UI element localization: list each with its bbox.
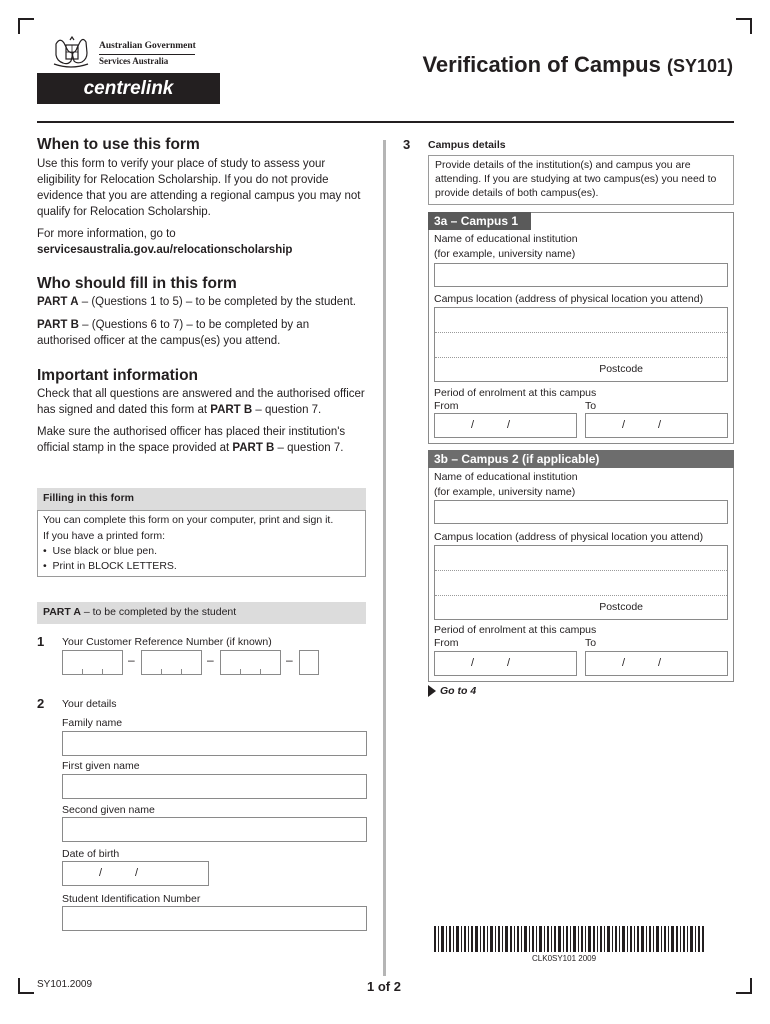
date-slash: / [471, 657, 475, 669]
part-b-text: – (Questions 6 to 7) – to be completed by an authorised officer at the campus(es) you attend. [37, 319, 310, 347]
crn-field-3[interactable] [220, 650, 281, 675]
crn-tick [240, 669, 241, 674]
student-id-label: Student Identification Number [62, 893, 201, 905]
date-slash: / [658, 419, 662, 431]
important-p1-b: PART B [210, 404, 253, 416]
crn-field-1[interactable] [62, 650, 123, 675]
more-info-url[interactable]: servicesaustralia.gov.au/relocationscholarship [37, 244, 293, 256]
student-id-input[interactable] [62, 906, 367, 931]
second-name-input[interactable] [62, 817, 367, 842]
bullet-icon: • [43, 560, 47, 572]
part-a-text: – (Questions 1 to 5) – to be completed by the student. [78, 296, 356, 308]
important-p2-a: Make sure the authorised officer has placed their institution's official stamp in the space provided at [37, 426, 346, 454]
crn-tick [260, 669, 261, 674]
part-b-description [37, 317, 347, 349]
filling-bullet1-text: Use black or blue pen. [52, 545, 158, 557]
important-p2-c: – question 7. [274, 442, 344, 454]
campus2-inst-label: Name of educational institution [434, 471, 578, 483]
important-p1-c: – question 7. [252, 404, 322, 416]
date-slash: / [135, 867, 139, 879]
crn-tick [161, 669, 162, 674]
important-p2-b: PART B [232, 442, 275, 454]
campus2-from-date[interactable] [434, 651, 577, 676]
part-a-bar [37, 602, 366, 624]
form-title [422, 52, 733, 78]
crop-mark-bottom-left [18, 978, 34, 994]
barcode-text: CLK0SY101 2009 [532, 954, 597, 963]
campus2-to-label: To [585, 637, 597, 649]
first-name-label: First given name [62, 760, 140, 772]
barcode [434, 926, 704, 952]
date-slash: / [622, 419, 626, 431]
crn-field-2[interactable] [141, 650, 202, 675]
address-line [435, 332, 727, 333]
crn-dash: – [207, 653, 214, 667]
crn-dash: – [128, 653, 135, 667]
campus1-from-label: From [434, 400, 459, 412]
dob-input[interactable] [62, 861, 209, 886]
q2-number: 2 [37, 696, 45, 711]
filling-bullet1 [43, 544, 360, 558]
when-heading: When to use this form [37, 136, 200, 153]
important-heading: Important information [37, 367, 199, 384]
campus1-inst-input[interactable] [434, 263, 728, 287]
important-p1-a: Check that all questions are answered and the authorised officer has signed and dated this form at [37, 388, 365, 416]
campus2-to-date[interactable] [585, 651, 728, 676]
filling-bullet2-text: Print in BLOCK LETTERS. [52, 560, 177, 572]
campus2-location-input[interactable] [434, 545, 728, 620]
dob-label: Date of birth [62, 848, 120, 860]
campus2-location-label: Campus location (address of physical location you attend) [434, 531, 704, 543]
date-slash: / [622, 657, 626, 669]
more-info: For more information, go to [37, 228, 176, 240]
crn-field-4[interactable] [299, 650, 319, 675]
campus1-heading: 3a – Campus 1 [428, 212, 531, 230]
form-title-text: Verification of Campus [422, 52, 661, 77]
family-name-label: Family name [62, 717, 123, 729]
q3-instructions-box [428, 155, 734, 205]
campus1-from-date[interactable] [434, 413, 577, 438]
campus1-to-label: To [585, 400, 597, 412]
filling-line2: If you have a printed form: [43, 530, 165, 542]
coat-of-arms-icon [46, 36, 96, 70]
campus2-from-label: From [434, 637, 459, 649]
campus1-to-date[interactable] [585, 413, 728, 438]
campus2-inst-example: (for example, university name) [434, 486, 576, 498]
second-name-label: Second given name [62, 804, 155, 816]
family-name-input[interactable] [62, 731, 367, 756]
goto-arrow-icon [428, 685, 436, 697]
filling-panel [37, 510, 366, 577]
campus1-location-label: Campus location (address of physical location you attend) [434, 293, 704, 305]
part-a-label: PART A [37, 296, 79, 308]
campus1-inst-example: (for example, university name) [434, 248, 576, 260]
address-line [435, 570, 727, 571]
filling-bullet2 [43, 559, 360, 573]
date-slash: / [99, 867, 103, 879]
campus1-period-label: Period of enrolment at this campus [434, 387, 597, 399]
part-a-bar-text: – to be completed by the student [80, 606, 237, 618]
centrelink-logo: centrelink [37, 73, 220, 104]
crop-mark-top-left [18, 18, 34, 34]
campus1-postcode-label: Postcode [599, 363, 643, 375]
crn-tick [82, 669, 83, 674]
when-body: Use this form to verify your place of study to assess your eligibility for Relocation Scholarship. If you do not provide evidence that you are attending a regional campus you may not qualify for Relocation Scholarship. [37, 158, 361, 218]
campus2-inst-input[interactable] [434, 500, 728, 524]
campus2-heading: 3b – Campus 2 (if applicable) [428, 450, 734, 468]
crop-mark-bottom-right [736, 978, 752, 994]
q1-number: 1 [37, 634, 45, 649]
campus1-location-input[interactable] [434, 307, 728, 382]
gov-divider [99, 54, 195, 55]
address-line [435, 595, 727, 596]
form-id: SY101.2009 [37, 979, 93, 990]
q3-label: Campus details [428, 139, 506, 151]
goto-instruction: Go to 4 [440, 685, 477, 697]
important-p1 [37, 386, 372, 418]
form-code: (SY101) [666, 56, 733, 76]
filling-panel-heading: Filling in this form [37, 488, 366, 510]
crn-dash: – [286, 653, 293, 667]
filling-line1: You can complete this form on your computer, print and sign it. [43, 514, 334, 526]
bullet-icon: • [43, 545, 47, 557]
q1-label: Your Customer Reference Number (if known) [62, 636, 272, 648]
page-number: 1 of 2 [367, 979, 401, 994]
important-p2 [37, 424, 372, 456]
agency-name: Services Australia [99, 56, 169, 66]
part-b-label: PART B [37, 319, 79, 331]
address-line [435, 357, 727, 358]
who-heading: Who should fill in this form [37, 275, 237, 292]
part-a-description [37, 294, 372, 310]
first-name-input[interactable] [62, 774, 367, 799]
part-a-bar-label: PART A [43, 606, 81, 618]
q2-label: Your details [62, 698, 117, 710]
date-slash: / [658, 657, 662, 669]
gov-name: Australian Government [99, 41, 196, 51]
date-slash: / [507, 657, 511, 669]
campus2-period-label: Period of enrolment at this campus [434, 624, 597, 636]
campus2-postcode-label: Postcode [599, 601, 643, 613]
campus1-inst-label: Name of educational institution [434, 233, 578, 245]
date-slash: / [471, 419, 475, 431]
q3-instructions: Provide details of the institution(s) and campus you are attending. If you are studying at two campus(es) you need to provide details of both campus(es). [435, 159, 717, 199]
crn-tick [102, 669, 103, 674]
header-rule [37, 121, 734, 123]
crop-mark-top-right [736, 18, 752, 34]
q3-number: 3 [403, 137, 411, 152]
crn-tick [181, 669, 182, 674]
column-divider [383, 140, 386, 976]
date-slash: / [507, 419, 511, 431]
